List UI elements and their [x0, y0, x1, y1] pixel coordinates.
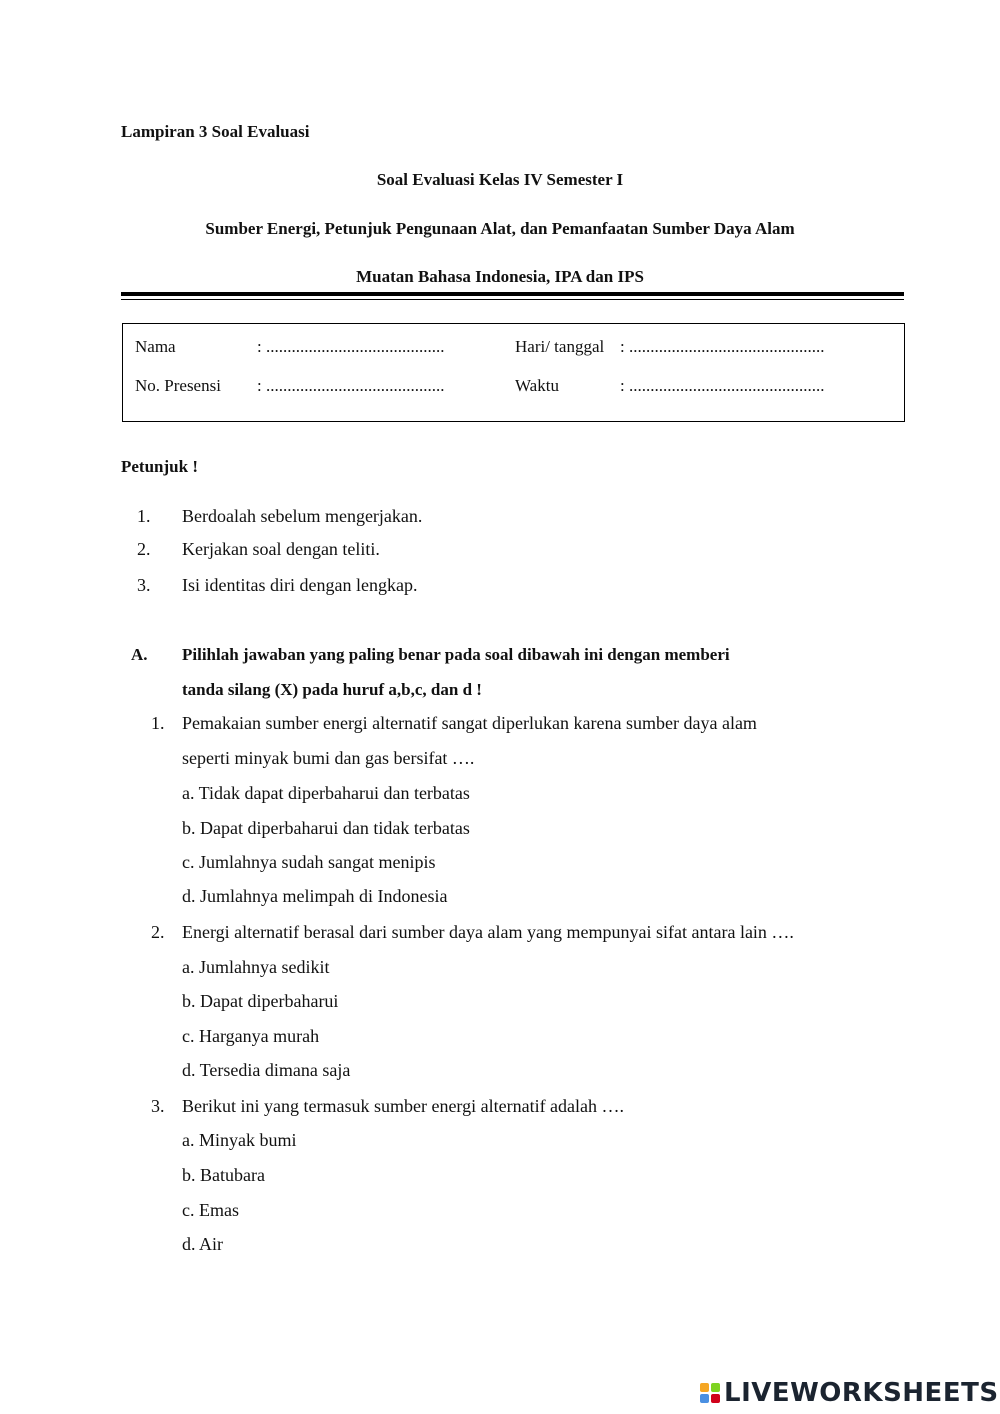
section-instruction-cont: tanda silang (X) pada huruf a,b,c, dan d ! — [182, 680, 482, 699]
answer-option[interactable]: b. Batubara — [182, 1165, 265, 1185]
date-label: Hari/ tanggal — [515, 337, 605, 356]
subjects-line: Muatan Bahasa Indonesia, IPA dan IPS — [356, 267, 644, 286]
answer-option[interactable]: c. Jumlahnya sudah sangat menipis — [182, 852, 436, 872]
time-label: Waktu — [515, 376, 559, 395]
answer-option[interactable]: a. Tidak dapat diperbaharui dan terbatas — [182, 783, 470, 803]
question-text-cont: seperti minyak bumi dan gas bersifat …. — [182, 748, 475, 768]
instruction-number: 1. — [137, 506, 151, 526]
answer-option[interactable]: b. Dapat diperbaharui — [182, 991, 339, 1011]
name-field[interactable]: : .......................................... — [257, 337, 445, 356]
liveworksheets-logo-icon — [700, 1383, 720, 1403]
brand-name: LIVEWORKSHEETS — [724, 1378, 999, 1408]
question-number: 3. — [151, 1096, 165, 1116]
answer-option[interactable]: a. Jumlahnya sedikit — [182, 957, 330, 977]
section-instruction: Pilihlah jawaban yang paling benar pada soal dibawah ini dengan memberi — [182, 645, 730, 664]
question-number: 1. — [151, 713, 165, 733]
time-field[interactable]: : .............................................. — [620, 376, 825, 395]
presensi-field[interactable]: : .......................................... — [257, 376, 445, 395]
question-text: Energi alternatif berasal dari sumber daya alam yang mempunyai sifat antara lain …. — [182, 922, 794, 942]
answer-option[interactable]: c. Emas — [182, 1200, 239, 1220]
answer-option[interactable]: d. Tersedia dimana saja — [182, 1060, 351, 1080]
instruction-item: Kerjakan soal dengan teliti. — [182, 539, 380, 559]
instruction-number: 2. — [137, 539, 151, 559]
instruction-number: 3. — [137, 575, 151, 595]
page-subtitle: Sumber Energi, Petunjuk Pengunaan Alat, dan Pemanfaatan Sumber Daya Alam — [205, 219, 795, 238]
answer-option[interactable]: c. Harganya murah — [182, 1026, 320, 1046]
section-letter: A. — [131, 645, 148, 664]
answer-option[interactable]: d. Air — [182, 1234, 224, 1254]
page-title: Soal Evaluasi Kelas IV Semester I — [376, 170, 624, 189]
appendix-label: Lampiran 3 Soal Evaluasi — [121, 122, 310, 141]
instruction-item: Isi identitas diri dengan lengkap. — [182, 575, 418, 595]
header-divider-thin — [121, 299, 904, 300]
question-text: Pemakaian sumber energi alternatif sangat diperlukan karena sumber daya alam — [182, 713, 757, 733]
liveworksheets-logo[interactable] — [700, 1380, 999, 1406]
instructions-heading: Petunjuk ! — [121, 457, 198, 476]
answer-option[interactable]: a. Minyak bumi — [182, 1130, 297, 1150]
presensi-label: No. Presensi — [135, 376, 221, 395]
answer-option[interactable]: b. Dapat diperbaharui dan tidak terbatas — [182, 818, 470, 838]
date-field[interactable]: : .............................................. — [620, 337, 825, 356]
answer-option[interactable]: d. Jumlahnya melimpah di Indonesia — [182, 886, 448, 906]
question-text: Berikut ini yang termasuk sumber energi alternatif adalah …. — [182, 1096, 625, 1116]
question-number: 2. — [151, 922, 165, 942]
header-divider-thick — [121, 292, 904, 296]
instruction-item: Berdoalah sebelum mengerjakan. — [182, 506, 423, 526]
name-label: Nama — [135, 337, 176, 356]
